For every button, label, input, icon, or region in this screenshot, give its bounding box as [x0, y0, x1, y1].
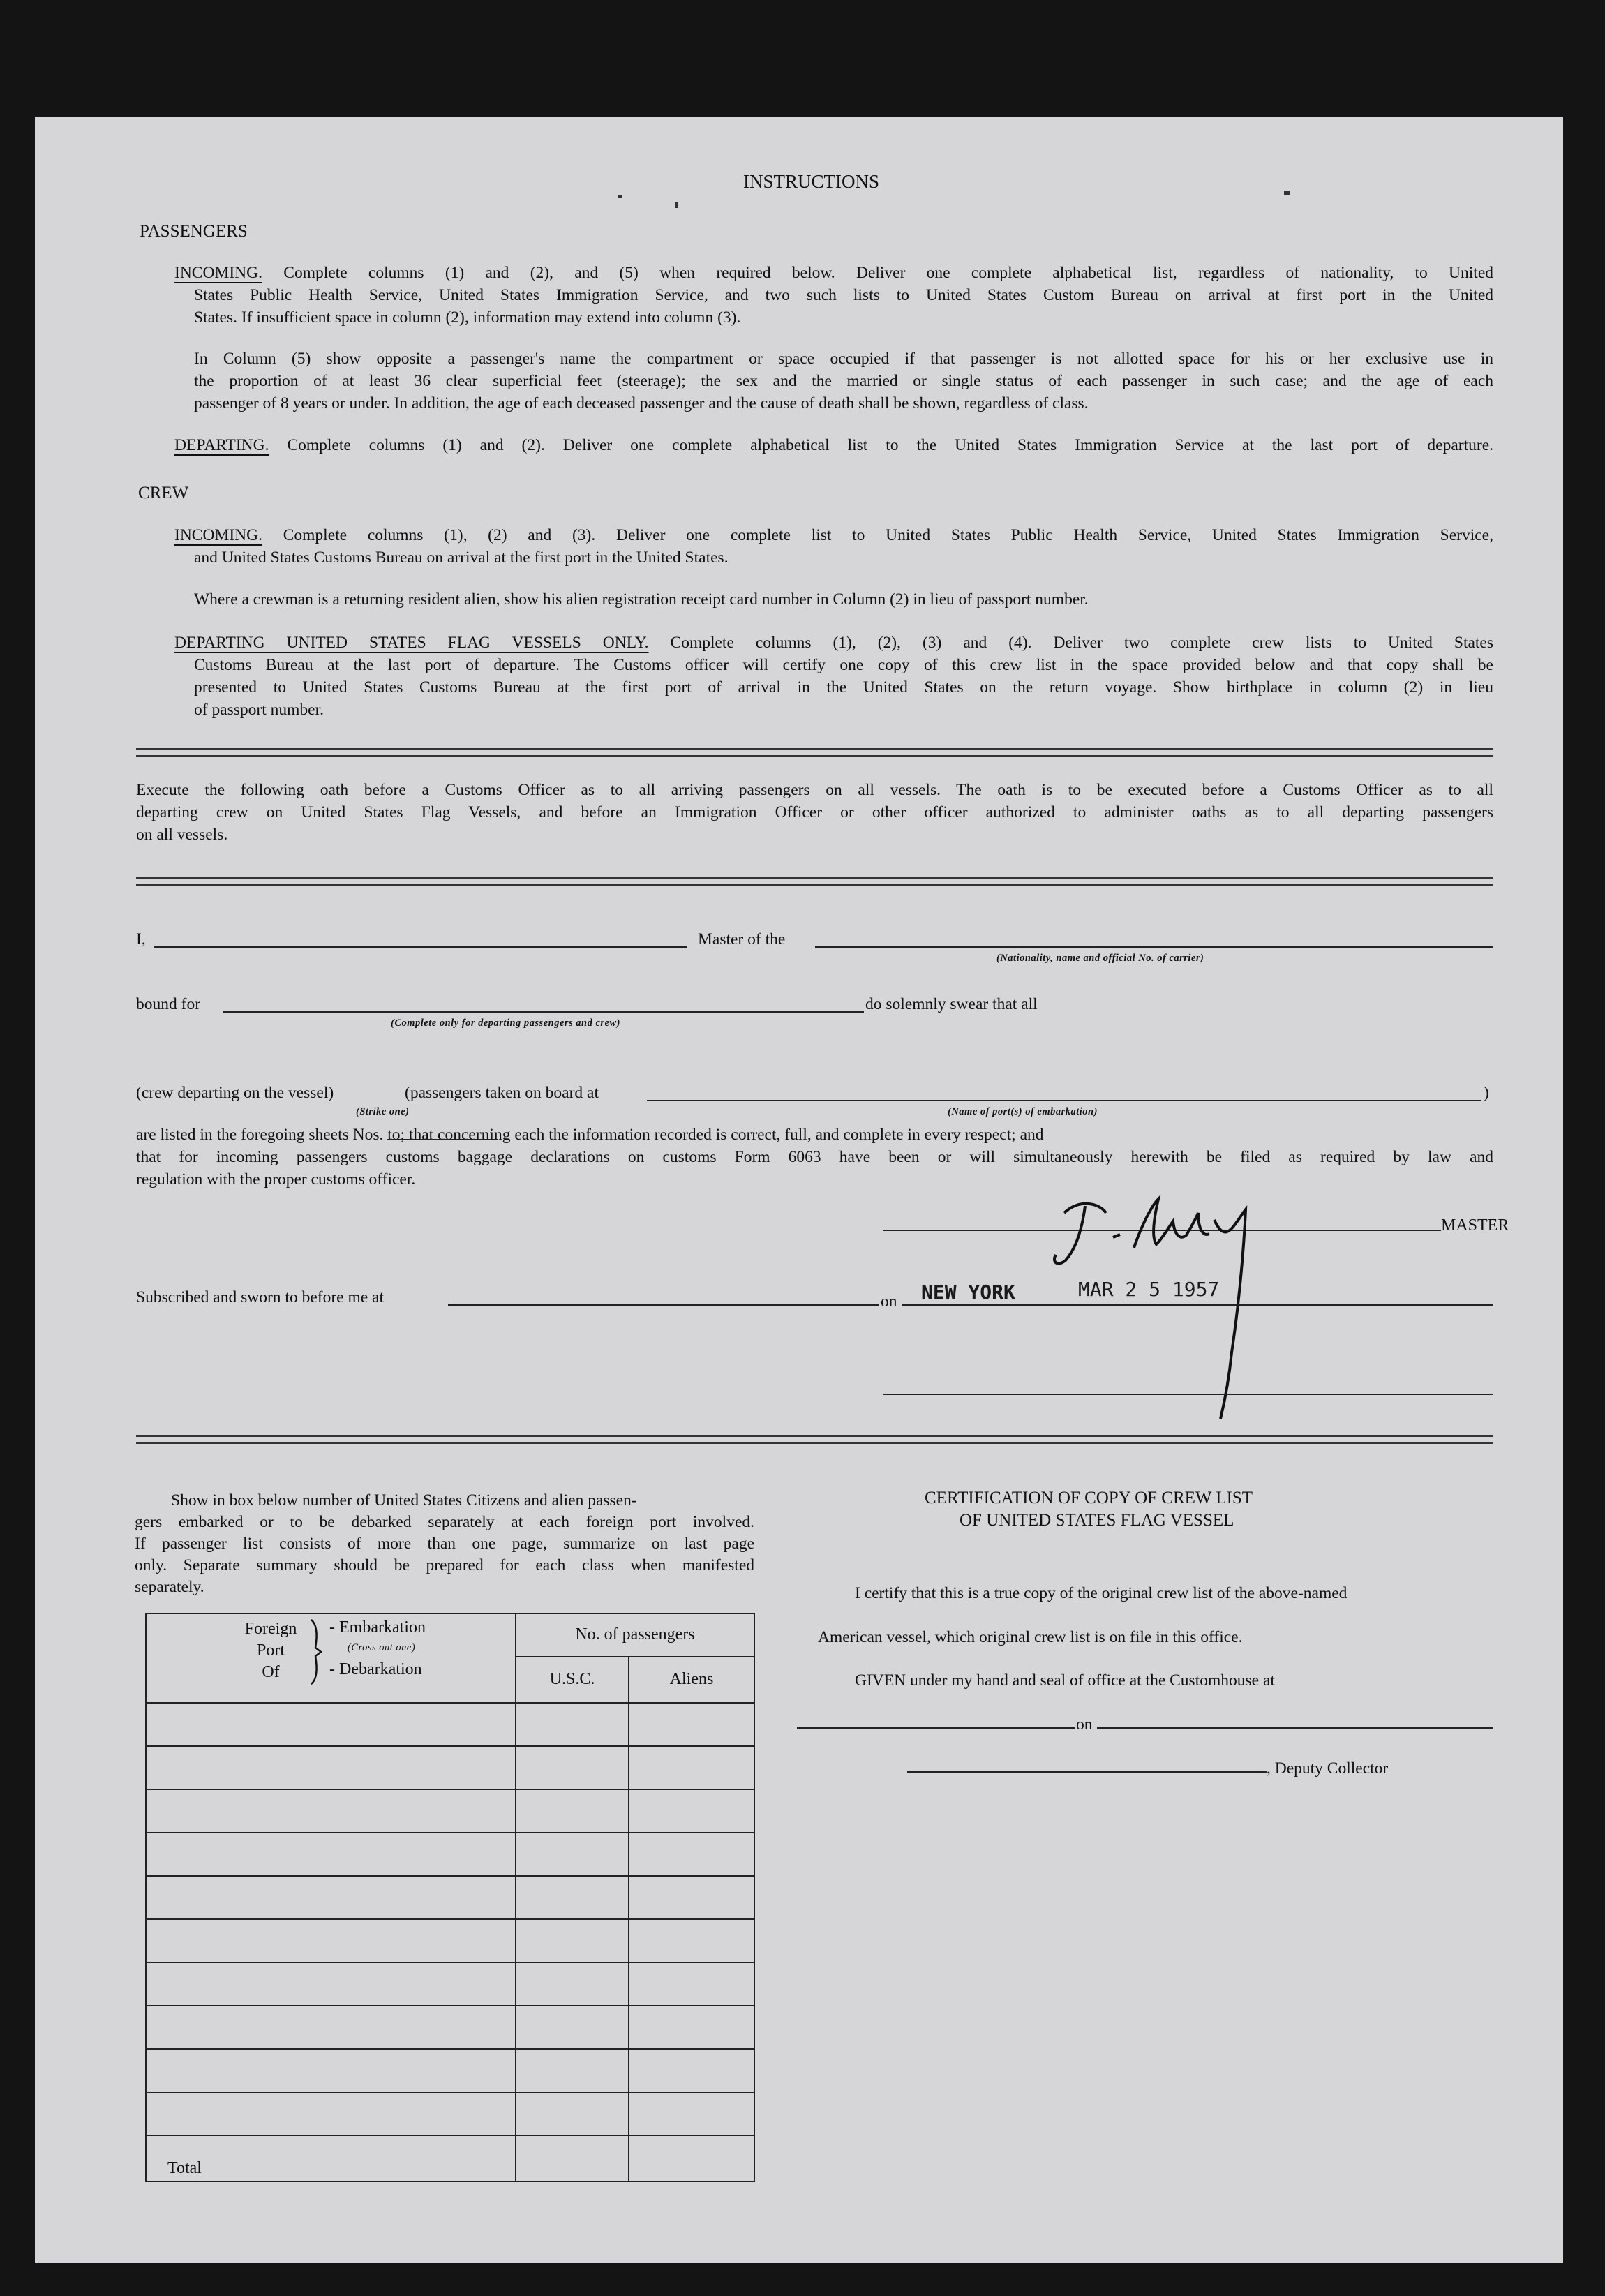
- embarkation-label: - Embarkation: [329, 1618, 426, 1637]
- crew-departing-line2: Customs Bureau at the last port of departure. The Customs officer will certify one copy of this crew list in the space provided below and that copy shall be: [194, 656, 1493, 674]
- column5-line3: passenger of 8 years or under. In addition, the age of each deceased passenger and the cause of death shall be shown, regardless of class.: [194, 394, 1089, 412]
- usc-cell[interactable]: [516, 1962, 629, 2006]
- date-stamp: MAR 2 5 1957: [1078, 1278, 1220, 1301]
- deputy-collector-signature-field[interactable]: [907, 1771, 1267, 1773]
- aliens-cell[interactable]: [629, 1833, 754, 1876]
- master-of-the-label: Master of the: [698, 930, 786, 948]
- port-cell[interactable]: [146, 1919, 516, 1962]
- crew-resident-text: Where a crewman is a returning resident alien, show his alien registration receipt card number in Column (2) in lieu of passport number.: [194, 590, 1089, 609]
- sheets-statement: ; that concerning each the information recorded is correct, full, and complete in every respect; and: [400, 1126, 1044, 1144]
- sheets-line2: that for incoming passengers customs baggage declarations on customs Form 6063 have been or will simultaneously herewith be filed as required by law and: [136, 1148, 1493, 1166]
- aliens-cell[interactable]: [629, 2049, 754, 2092]
- cross-out-caption: (Cross out one): [348, 1642, 416, 1653]
- passengers-incoming-label: INCOMING.: [174, 264, 262, 282]
- foreign-label: Foreign: [244, 1620, 297, 1638]
- total-usc-cell[interactable]: [516, 2135, 629, 2182]
- crew-departing-line1: [174, 632, 1493, 654]
- sworn-place-field[interactable]: [448, 1304, 879, 1306]
- swear-text: do solemnly swear that all: [865, 995, 1038, 1013]
- aliens-cell[interactable]: [629, 2092, 754, 2135]
- officer-signature-field[interactable]: [883, 1394, 1493, 1395]
- nationality-caption: (Nationality, name and official No. of carrier): [996, 953, 1204, 964]
- place-stamp: NEW YORK: [921, 1281, 1015, 1304]
- table-row: [146, 1919, 754, 1962]
- crew-departing-text: Complete columns (1), (2), (3) and (4). Deliver two complete crew lists to United States: [670, 634, 1494, 652]
- section-divider: [136, 748, 1493, 757]
- ink-speck: [1284, 191, 1290, 195]
- usc-cell[interactable]: [516, 1919, 629, 1962]
- crew-incoming-line2: and United States Customs Bureau on arrival at the first port in the United States.: [194, 549, 729, 567]
- of-label: Of: [262, 1663, 280, 1681]
- table-row: [146, 1746, 754, 1789]
- passengers-incoming-line1: [174, 262, 1493, 284]
- passengers-departing-line: [174, 434, 1493, 456]
- crew-incoming-text: Complete columns (1), (2) and (3). Deliver one complete list to United States Public Health Service, United States Immigration Service,: [283, 526, 1493, 544]
- total-row: [146, 2135, 754, 2182]
- column5-line1: In Column (5) show opposite a passenger's name the compartment or space occupied if that passenger is not allotted space for his or her exclusive use in: [194, 350, 1493, 368]
- certify-line2: American vessel, which original crew list is on file in this office.: [818, 1628, 1243, 1646]
- aliens-cell[interactable]: [629, 1789, 754, 1833]
- customhouse-field[interactable]: [797, 1727, 1075, 1729]
- sworn-on-label: on: [881, 1292, 897, 1311]
- deputy-collector-label: , Deputy Collector: [1267, 1759, 1389, 1777]
- close-paren: ): [1484, 1084, 1489, 1102]
- port-cell[interactable]: [146, 1962, 516, 2006]
- port-cell[interactable]: [146, 2092, 516, 2135]
- usc-cell[interactable]: [516, 1746, 629, 1789]
- sworn-date-field[interactable]: [902, 1304, 1493, 1306]
- usc-cell[interactable]: [516, 2092, 629, 2135]
- table-row: [146, 1833, 754, 1876]
- aliens-cell[interactable]: [629, 1876, 754, 1919]
- bound-for-label: bound for: [136, 995, 201, 1013]
- passengers-incoming-text: Complete columns (1) and (2), and (5) when required below. Deliver one complete alphabetical list, regardless of nationality, to United: [283, 264, 1494, 282]
- sheets-line3: regulation with the proper customs officer.: [136, 1170, 416, 1188]
- no-of-passengers-header: No. of passengers: [516, 1613, 754, 1657]
- passengers-taken-option: (passengers taken on board at: [405, 1084, 599, 1102]
- table-row: [146, 2092, 754, 2135]
- debarkation-label: - Debarkation: [329, 1660, 422, 1678]
- master-label: MASTER: [1441, 1216, 1509, 1235]
- strike-one-caption: (Strike one): [356, 1106, 410, 1117]
- port-cell[interactable]: [146, 1703, 516, 1746]
- table-row: [146, 1703, 754, 1746]
- crew-departing-label: DEPARTING UNITED STATES FLAG VESSELS ONLY.: [174, 634, 649, 652]
- aliens-cell[interactable]: [629, 1746, 754, 1789]
- port-cell[interactable]: [146, 1746, 516, 1789]
- aliens-cell[interactable]: [629, 2006, 754, 2049]
- usc-cell[interactable]: [516, 1789, 629, 1833]
- summary-note-line1: Show in box below number of United States Citizens and alien passen-: [171, 1491, 637, 1509]
- certification-title-line2: OF UNITED STATES FLAG VESSEL: [960, 1511, 1234, 1530]
- port-cell[interactable]: [146, 1789, 516, 1833]
- table-row: [146, 2006, 754, 2049]
- oath-intro-line3: on all vessels.: [136, 826, 228, 844]
- section-divider: [136, 877, 1493, 886]
- total-label: Total: [146, 2135, 516, 2182]
- foreign-port-header: [146, 1613, 516, 1703]
- summary-note-line2: gers embarked or to be debarked separately at each foreign port involved.: [135, 1513, 754, 1531]
- usc-cell[interactable]: [516, 1833, 629, 1876]
- section-divider: [136, 1435, 1493, 1444]
- page-title: INSTRUCTIONS: [743, 171, 880, 192]
- summary-note-line5: separately.: [135, 1578, 204, 1596]
- certification-on-label: on: [1076, 1715, 1093, 1734]
- oath-intro-line2: departing crew on United States Flag Vessels, and before an Immigration Officer or other officer authorized to administer oaths as to all departing passengers: [136, 803, 1493, 821]
- oath-i-label: I,: [136, 930, 146, 948]
- ink-speck: [675, 202, 678, 208]
- column5-line2: the proportion of at least 36 clear superficial feet (steerage); the sex and the married or single status of each passenger in such case; and the age of each: [194, 372, 1493, 390]
- aliens-cell[interactable]: [629, 1962, 754, 2006]
- passengers-incoming-line3: States. If insufficient space in column (2), information may extend into column (3).: [194, 308, 741, 327]
- sheets-to-label: to: [387, 1126, 401, 1144]
- sheets-line1: [136, 1124, 1493, 1146]
- certify-line1: I certify that this is a true copy of the original crew list of the above-named: [855, 1584, 1348, 1602]
- form-page: [35, 117, 1563, 2263]
- given-line: GIVEN under my hand and seal of office at the Customhouse at: [855, 1671, 1275, 1690]
- crew-departing-line4: of passport number.: [194, 701, 324, 719]
- carrier-field[interactable]: [815, 946, 1493, 948]
- bound-for-field[interactable]: [223, 1011, 864, 1013]
- aliens-cell[interactable]: [629, 1919, 754, 1962]
- master-name-field[interactable]: [154, 946, 687, 948]
- master-signature: [1036, 1171, 1301, 1436]
- oath-intro-line1: Execute the following oath before a Customs Officer as to all arriving passengers on all vessels. The oath is to be executed before a Customs Officer as to all: [136, 781, 1493, 799]
- summary-note-line3: If passenger list consists of more than one page, summarize on last page: [135, 1535, 754, 1553]
- total-aliens-cell[interactable]: [629, 2135, 754, 2182]
- port-label: Port: [256, 1641, 285, 1660]
- crew-departing-line3: presented to United States Customs Bureau at the first port of arrival in the United States on the return voyage. Show birthplace in column (2) in lieu: [194, 678, 1493, 696]
- port-cell[interactable]: [146, 2006, 516, 2049]
- brace-icon: [308, 1618, 324, 1685]
- ink-speck: [618, 195, 622, 198]
- aliens-header: Aliens: [629, 1657, 754, 1703]
- crew-departing-option: (crew departing on the vessel): [136, 1084, 334, 1102]
- summary-note-line4: only. Separate summary should be prepared for each class when manifested: [135, 1556, 754, 1574]
- crew-incoming-label: INCOMING.: [174, 526, 262, 544]
- certification-title-line1: CERTIFICATION OF COPY OF CREW LIST: [925, 1489, 1253, 1507]
- crew-incoming-line1: [174, 524, 1493, 546]
- table-row: [146, 1789, 754, 1833]
- port-cell[interactable]: [146, 1876, 516, 1919]
- table-header-row: [146, 1613, 754, 1657]
- subscribed-label: Subscribed and sworn to before me at: [136, 1288, 385, 1306]
- complete-only-caption: (Complete only for departing passengers and crew): [391, 1017, 620, 1029]
- sheets-label: are listed in the foregoing sheets Nos.: [136, 1126, 384, 1144]
- usc-cell[interactable]: [516, 2049, 629, 2092]
- passengers-heading: PASSENGERS: [140, 222, 248, 241]
- passengers-incoming-line2: States Public Health Service, United States Immigration Service, and two such lists to United States Custom Bureau on arrival at first port in the United: [194, 286, 1493, 304]
- usc-cell[interactable]: [516, 2006, 629, 2049]
- port-cell[interactable]: [146, 1833, 516, 1876]
- table-row: [146, 1876, 754, 1919]
- table-row: [146, 2049, 754, 2092]
- usc-cell[interactable]: [516, 1703, 629, 1746]
- passengers-departing-label: DEPARTING.: [174, 436, 269, 454]
- usc-cell[interactable]: [516, 1876, 629, 1919]
- passenger-summary-table: [145, 1613, 755, 2182]
- port-cell[interactable]: [146, 2049, 516, 2092]
- crew-heading: CREW: [138, 484, 189, 502]
- ports-caption: (Name of port(s) of embarkation): [948, 1106, 1098, 1117]
- aliens-cell[interactable]: [629, 1703, 754, 1746]
- sheet-to-field[interactable]: [401, 1124, 498, 1140]
- table-row: [146, 1962, 754, 2006]
- passengers-departing-text: Complete columns (1) and (2). Deliver one complete alphabetical list to the United States Immigration Service at the last port of departure.: [287, 436, 1494, 454]
- usc-header: U.S.C.: [516, 1657, 629, 1703]
- port-of-embarkation-field[interactable]: [647, 1100, 1481, 1101]
- certification-date-field[interactable]: [1097, 1727, 1493, 1729]
